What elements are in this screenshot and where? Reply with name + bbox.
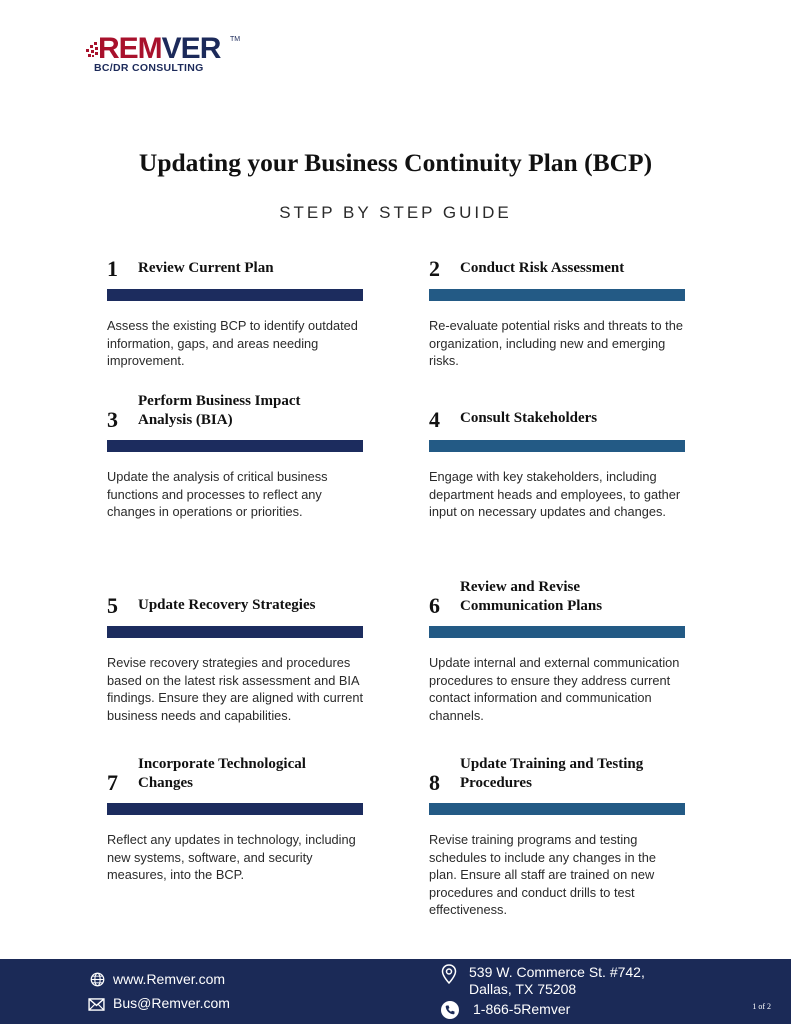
footer-address xyxy=(441,964,645,998)
step-divider-bar xyxy=(107,440,363,452)
logo-tagline: BC/DR CONSULTING xyxy=(94,62,204,74)
company-logo xyxy=(84,34,244,76)
step-description: Update internal and external communication procedures to ensure they address current contact information and communication channels. xyxy=(429,655,680,723)
step-number: 3 xyxy=(107,407,118,432)
step-number: 6 xyxy=(429,593,440,618)
page-number: 1 of 2 xyxy=(752,1002,771,1011)
step-title: Update Training and Testing Procedures xyxy=(460,756,644,791)
logo-wordmark-part1: REM xyxy=(98,32,162,65)
step-title: Review and Revise Communication Plans xyxy=(460,579,603,614)
step-description: Update the analysis of critical business functions and processes to reflect any changes in operations or priorities. xyxy=(107,469,328,520)
step-description: Revise recovery strategies and procedures based on the latest risk assessment and BIA findings. Ensure they are aligned with current business needs and capabilities. xyxy=(107,655,364,723)
step-number: 4 xyxy=(429,407,440,432)
step-divider-bar xyxy=(107,626,363,638)
step-divider-bar xyxy=(107,289,363,301)
page-subtitle: STEP BY STEP GUIDE xyxy=(279,203,512,222)
step-description: Reflect any updates in technology, including new systems, software, and security measures, into the BCP. xyxy=(107,832,356,883)
step-divider-bar xyxy=(107,803,363,815)
step-divider-bar xyxy=(429,626,685,638)
step-number: 8 xyxy=(429,770,440,795)
footer-email-text: Bus@Remver.com xyxy=(113,995,230,1011)
step-title: Update Recovery Strategies xyxy=(138,597,316,613)
footer-address-line1: 539 W. Commerce St. #742, xyxy=(469,964,645,980)
footer-phone-text: 1-866-5Remver xyxy=(473,1001,571,1017)
step-divider-bar xyxy=(429,803,685,815)
footer-phone[interactable] xyxy=(441,1001,570,1019)
step-divider-bar xyxy=(429,440,685,452)
step-number: 1 xyxy=(107,256,118,281)
logo-wordmark-part2: VER xyxy=(161,32,221,65)
footer-email[interactable] xyxy=(88,995,230,1012)
step-title: Incorporate Technological Changes xyxy=(138,756,306,791)
step-number: 7 xyxy=(107,770,118,795)
logo-trademark: TM xyxy=(230,36,241,43)
footer-website[interactable] xyxy=(90,971,225,988)
logo-wordmark xyxy=(98,34,220,64)
step-description: Re-evaluate potential risks and threats to the organization, including new and emerging risks. xyxy=(429,318,683,369)
step-title: Perform Business Impact Analysis (BIA) xyxy=(138,393,301,428)
location-pin-icon xyxy=(441,964,457,984)
step-number: 2 xyxy=(429,256,440,281)
step-description: Revise training programs and testing schedules to include any changes in the plan. Ensure all staff are trained on new procedures and conduct drills to test effectiveness. xyxy=(429,832,656,918)
step-description: Assess the existing BCP to identify outdated information, gaps, and areas needing improvement. xyxy=(107,318,358,369)
step-title: Conduct Risk Assessment xyxy=(460,260,625,276)
step-number: 5 xyxy=(107,593,118,618)
page-title: Updating your Business Continuity Plan (BCP) xyxy=(138,148,653,177)
step-title: Consult Stakeholders xyxy=(460,410,598,426)
mail-icon xyxy=(88,998,105,1011)
step-divider-bar xyxy=(429,289,685,301)
footer-address-line2: Dallas, TX 75208 xyxy=(469,981,577,997)
footer-website-text: www.Remver.com xyxy=(113,971,226,987)
step-title: Review Current Plan xyxy=(138,260,274,276)
step-description: Engage with key stakeholders, including department heads and employees, to gather input on necessary updates and changes. xyxy=(429,469,681,520)
globe-icon xyxy=(90,972,105,987)
phone-icon xyxy=(441,1001,459,1019)
footer-bar xyxy=(0,959,791,1024)
